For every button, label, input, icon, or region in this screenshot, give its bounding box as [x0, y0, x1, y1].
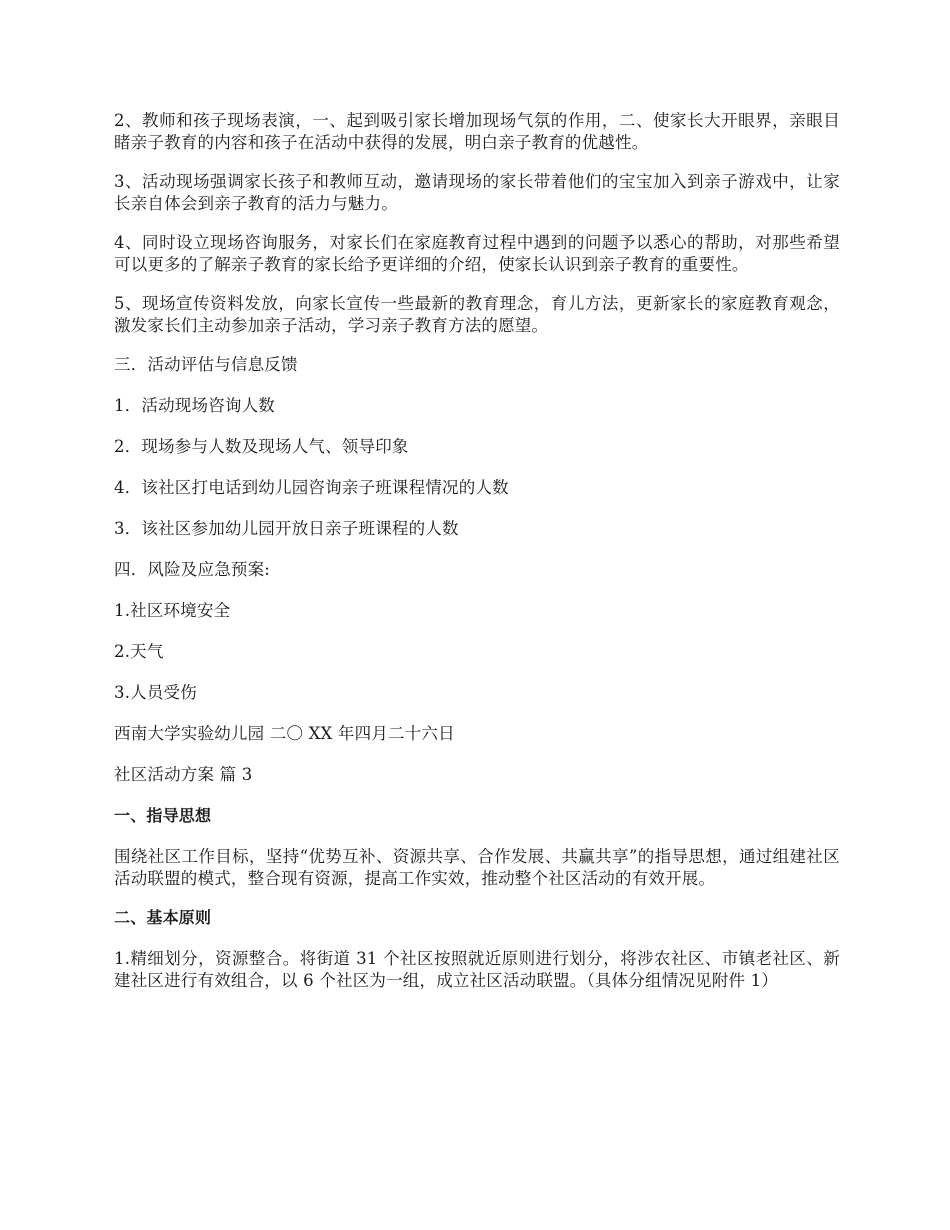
list-item-open-day: 3．该社区参加幼儿园开放日亲子班课程的人数 [114, 519, 459, 538]
list-item-injury: 3.人员受伤 [114, 683, 197, 702]
list-item-consult-count: 1．活动现场咨询人数 [114, 396, 275, 415]
list-item-participants: 2．现场参与人数及现场人气、领导印象 [114, 437, 409, 456]
paragraph-interaction: 3、活动现场强调家长孩子和教师互动，邀请现场的家长带着他们的宝宝加入到亲子游戏中，让家长亲自体会到亲子教育的活力与魅力。 [114, 172, 840, 213]
paragraph-guiding-ideology: 围绕社区工作目标，坚持“优势互补、资源共享、合作发展、共赢共享”的指导思想，通过组建社区活动联盟的模式，整合现有资源，提高工作实效，推动整个社区活动的有效开展。 [114, 847, 840, 888]
list-item-phone-inquiries: 4．该社区打电话到幼儿园咨询亲子班课程情况的人数 [114, 478, 509, 497]
heading-basic-principles: 二、基本原则 [114, 908, 212, 927]
list-item-environment-safety: 1.社区环境安全 [114, 601, 231, 620]
heading-guiding-ideology: 一、指导思想 [114, 806, 212, 825]
paragraph-materials-distribution: 5、现场宣传资料发放，向家长宣传一些最新的教育理念，育儿方法，更新家长的家庭教育观念，激发家长们主动参加亲子活动，学习亲子教育方法的愿望。 [114, 294, 840, 335]
section-heading-risk: 四．风险及应急预案: [114, 560, 271, 579]
paragraph-principle-1: 1.精细划分，资源整合。将街道 31 个社区按照就近原则进行划分，将涉农社区、市镇老社区、新建社区进行有效组合，以 6 个社区为一组，成立社区活动联盟。（具体分组情况见附件 1） [114, 949, 840, 990]
section-heading-evaluation: 三．活动评估与信息反馈 [114, 355, 298, 374]
signature-line: 西南大学实验幼儿园 二〇 XX 年四月二十六日 [114, 724, 455, 743]
document-page [114, 110, 840, 1009]
paragraph-consulting-service: 4、同时设立现场咨询服务，对家长们在家庭教育过程中遇到的问题予以悉心的帮助，对那些希望可以更多的了解亲子教育的家长给予更详细的介绍，使家长认识到亲子教育的重要性。 [114, 233, 840, 274]
list-item-weather: 2.天气 [114, 642, 164, 661]
paragraph-teacher-child-performance: 2、教师和孩子现场表演，一、起到吸引家长增加现场气氛的作用，二、使家长大开眼界，亲眼目睹亲子教育的内容和孩子在活动中获得的发展，明白亲子教育的优越性。 [114, 111, 840, 152]
document-title-part-3: 社区活动方案 篇 3 [114, 765, 253, 784]
